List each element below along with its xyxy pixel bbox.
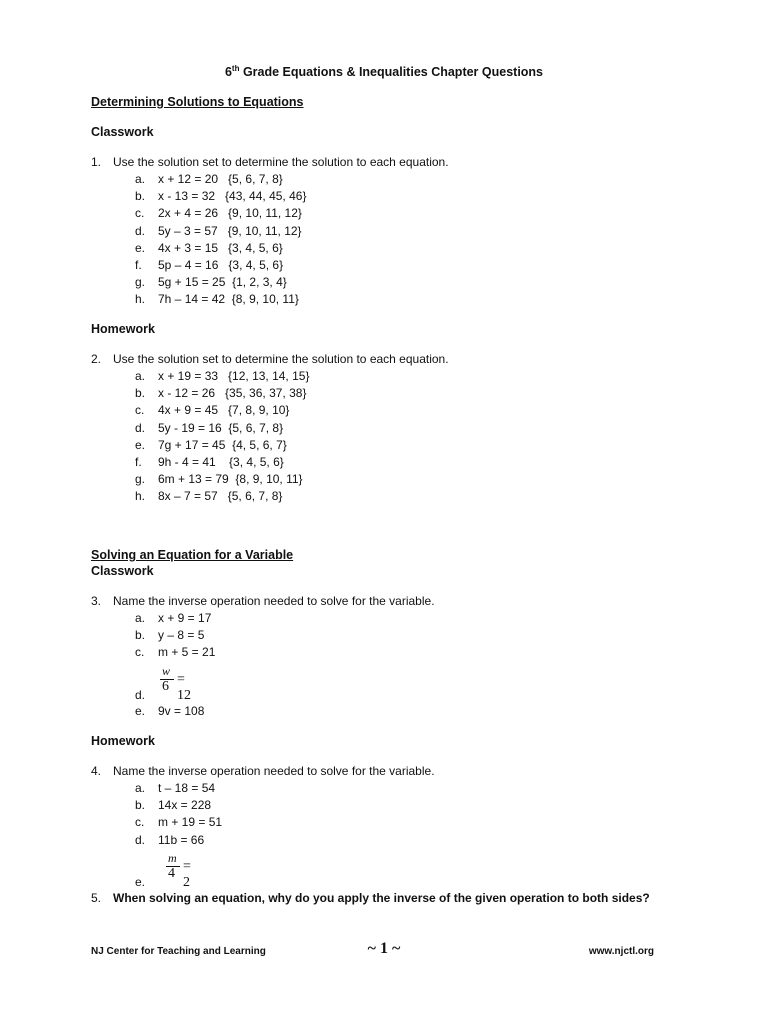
equation-item: x - 13 = 32 {43, 44, 45, 46} [158, 189, 307, 204]
question-number-5: 5. [91, 891, 102, 905]
page-title: 6th Grade Equations & Inequalities Chapter Questions [224, 64, 544, 80]
item-letter: e. [135, 437, 146, 452]
fraction-rhs: = 12 [177, 672, 191, 703]
item-letter: h. [135, 489, 146, 504]
item-letter: c. [135, 815, 145, 830]
question-number-2: 2. [91, 352, 102, 366]
equation-item: m + 19 = 51 [158, 815, 223, 830]
item-letter: e. [135, 240, 146, 255]
question-text-4: Name the inverse operation needed to solve for the variable. [113, 764, 435, 778]
item-letter: d. [135, 688, 146, 702]
equation-item: x - 12 = 26 {35, 36, 37, 38} [158, 386, 307, 401]
fraction-rhs: = 2 [183, 859, 191, 890]
item-letter: b. [135, 386, 146, 401]
classwork-label-2: Classwork [91, 564, 154, 578]
question-text-2: Use the solution set to determine the solution to each equation. [113, 352, 449, 366]
fraction-numerator: w [162, 664, 171, 678]
equation-item: 2x + 4 = 26 {9, 10, 11, 12} [158, 206, 302, 221]
item-letter: d. [135, 420, 146, 435]
equation-item: 7g + 17 = 45 {4, 5, 6, 7} [158, 437, 287, 452]
equation-item: 14x = 228 [158, 798, 212, 813]
question-text-3: Name the inverse operation needed to solve for the variable. [113, 594, 435, 608]
section-heading-determining-solutions: Determining Solutions to Equations [91, 95, 304, 109]
section-heading-solving-equation: Solving an Equation for a Variable [91, 548, 294, 562]
item-letter: b. [135, 628, 146, 643]
equation-item: 9h - 4 = 41 {3, 4, 5, 6} [158, 455, 284, 469]
equation-item: 9v = 108 [158, 704, 205, 718]
item-letter: f. [135, 455, 142, 469]
equation-item: x + 9 = 17 [158, 611, 212, 625]
question-number-3: 3. [91, 594, 102, 608]
item-letter: a. [135, 781, 146, 795]
fraction-denominator: 6 [162, 679, 169, 694]
equation-item: 6m + 13 = 79 {8, 9, 10, 11} [158, 472, 303, 487]
equation-item: 4x + 3 = 15 {3, 4, 5, 6} [158, 240, 283, 255]
item-letter: g. [135, 275, 146, 290]
homework-label-2: Homework [91, 734, 155, 748]
equation-item: m + 5 = 21 [158, 645, 216, 660]
equation-item: t – 18 = 54 [158, 781, 216, 795]
question-text-1: Use the solution set to determine the solution to each equation. [113, 155, 449, 169]
fraction-denominator: 4 [168, 866, 175, 881]
item-letter: f. [135, 258, 142, 272]
item-letter: e. [135, 704, 146, 718]
equation-item: 5y - 19 = 16 {5, 6, 7, 8} [158, 420, 284, 435]
question-number-1: 1. [91, 155, 102, 169]
item-letter: a. [135, 172, 146, 186]
homework-label-1: Homework [91, 322, 155, 336]
page-number: ~ 1 ~ [367, 940, 401, 957]
item-letter: a. [135, 611, 146, 625]
item-letter: b. [135, 189, 146, 204]
item-letter: c. [135, 403, 145, 418]
item-letter: d. [135, 832, 146, 847]
equation-item: y – 8 = 5 [158, 628, 205, 643]
item-letter: g. [135, 472, 146, 487]
equation-item: 5y – 3 = 57 {9, 10, 11, 12} [158, 223, 302, 238]
item-letter: b. [135, 798, 146, 813]
equation-item: 5p – 4 = 16 {3, 4, 5, 6} [158, 258, 284, 272]
question-text-5: When solving an equation, why do you apply the inverse of the given operation to both sides? [113, 891, 650, 905]
footer-organization: NJ Center for Teaching and Learning [91, 946, 266, 957]
equation-item: 11b = 66 [158, 832, 205, 847]
item-letter: e. [135, 875, 146, 889]
item-letter: h. [135, 292, 146, 307]
equation-item: x + 19 = 33 {12, 13, 14, 15} [158, 369, 310, 383]
equation-item: 7h – 14 = 42 {8, 9, 10, 11} [158, 292, 299, 307]
equation-item: 8x – 7 = 57 {5, 6, 7, 8} [158, 489, 283, 504]
classwork-label-1: Classwork [91, 125, 154, 139]
fraction-numerator: m [168, 851, 177, 865]
footer-website: www.njctl.org [588, 946, 654, 957]
question-number-4: 4. [91, 764, 102, 778]
item-letter: d. [135, 223, 146, 238]
item-letter: a. [135, 369, 146, 383]
equation-item: 5g + 15 = 25 {1, 2, 3, 4} [158, 275, 287, 290]
equation-item: x + 12 = 20 {5, 6, 7, 8} [158, 172, 283, 186]
equation-item: 4x + 9 = 45 {7, 8, 9, 10} [158, 403, 290, 418]
item-letter: c. [135, 206, 145, 221]
item-letter: c. [135, 645, 145, 660]
